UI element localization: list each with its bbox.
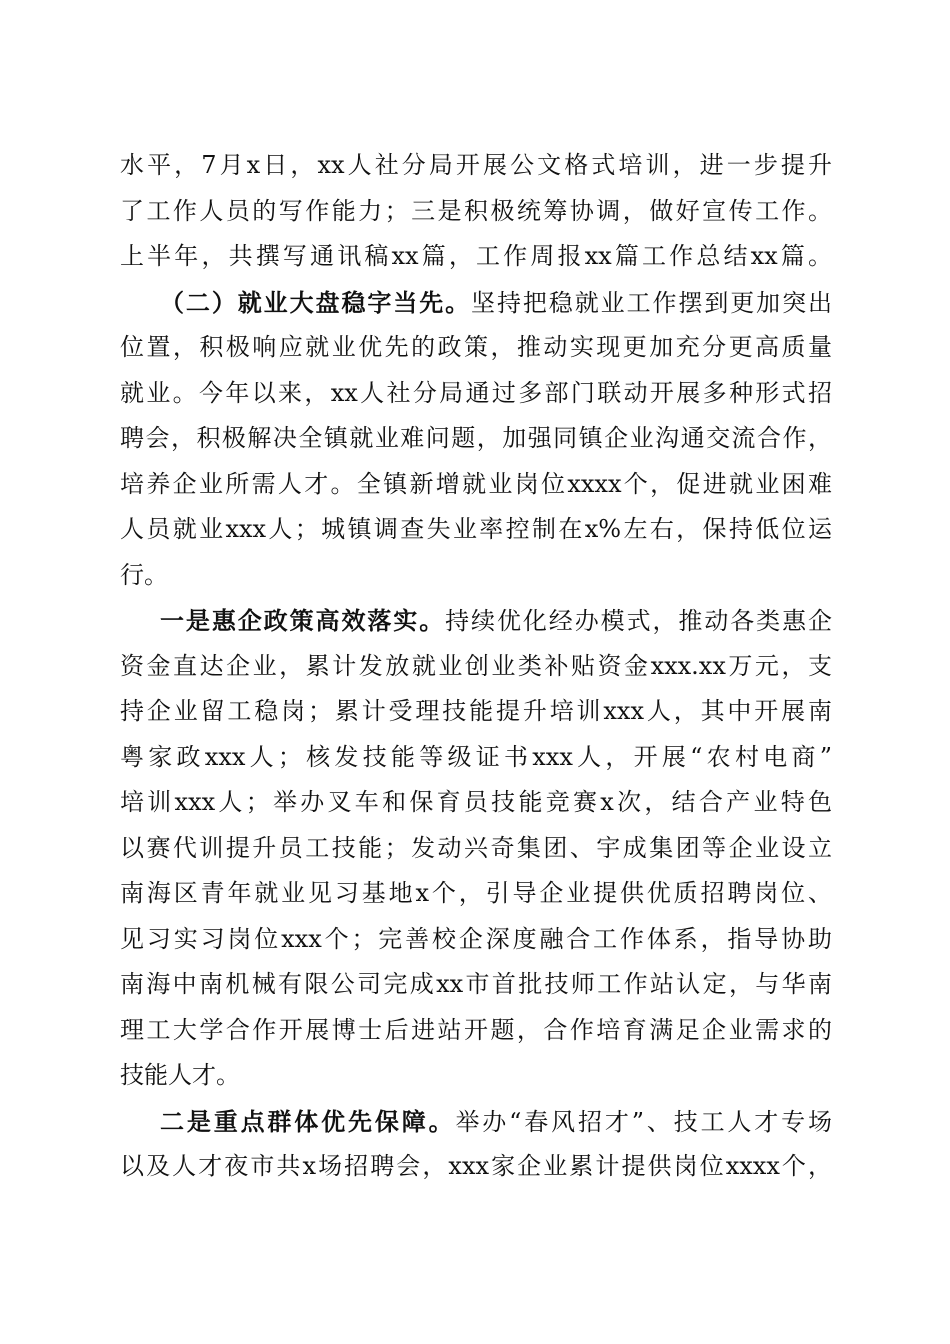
- text-line: [120, 280, 832, 326]
- text-line: [120, 826, 832, 872]
- text-line: [120, 416, 832, 462]
- text-line: [120, 1008, 832, 1054]
- line-text: 培养企业所需人才。全镇新增就业岗位xxxx个，促进就业困难: [120, 469, 832, 498]
- body-text: [120, 143, 832, 1190]
- line-text: 南海中南机械有限公司完成xx市首批技师工作站认定，与华南: [120, 970, 832, 998]
- text-line: [120, 462, 832, 508]
- text-line: [120, 507, 832, 553]
- text-line: [120, 780, 832, 826]
- text-line: [120, 1053, 832, 1099]
- line-text: 以及人才夜市共x场招聘会，xxx家企业累计提供岗位xxxx个，: [120, 1152, 832, 1180]
- line-text: 理工大学合作开展博士后进站开题，合作培育满足企业需求的: [120, 1015, 832, 1044]
- line-text: 位置，积极响应就业优先的政策，推动实现更加充分更高质量: [120, 333, 832, 361]
- text-line: [120, 1099, 832, 1145]
- text-line: [120, 962, 832, 1008]
- text-line: [120, 917, 832, 963]
- section-heading: （二）就业大盘稳字当先。: [160, 287, 472, 317]
- line-text: 粤家政xxx人；核发技能等级证书xxx人，开展“农村电商”: [120, 742, 832, 771]
- line-text: 资金直达企业，累计发放就业创业类补贴资金xxx.xx万元，支: [120, 651, 832, 680]
- line-text: 行。: [120, 560, 168, 589]
- line-text: 以赛代训提升员工技能；发动兴奇集团、宇成集团等企业设立: [120, 833, 832, 862]
- line-text: 技能人才。: [120, 1061, 240, 1089]
- text-line: [120, 735, 832, 781]
- text-line: [120, 1144, 832, 1190]
- point-heading: 一是惠企政策高效落实。: [160, 606, 446, 635]
- line-text: 见习实习岗位xxx个；完善校企深度融合工作体系，指导协助: [120, 924, 832, 953]
- line-text: 培训xxx人；举办叉车和保育员技能竞赛x次，结合产业特色: [120, 788, 832, 816]
- line-text: 举办“春风招才”、技工人才专场: [455, 1107, 833, 1136]
- line-text: 持续优化经办模式，推动各类惠企: [445, 607, 833, 635]
- line-text: 水平，7月x日，xx人社分局开展公文格式培训，进一步提升: [120, 151, 832, 179]
- text-line: [120, 234, 832, 280]
- text-line: [120, 143, 832, 189]
- point-heading: 二是重点群体优先保障。: [160, 1106, 456, 1136]
- line-text: 坚持把稳就业工作摆到更加突出: [471, 288, 833, 317]
- text-line: [120, 644, 832, 690]
- line-text: 就业。今年以来，xx人社分局通过多部门联动开展多种形式招: [120, 378, 832, 407]
- text-line: [120, 371, 832, 417]
- text-line: [120, 325, 832, 371]
- line-text: 上半年，共撰写通讯稿xx篇，工作周报xx篇工作总结xx篇。: [120, 242, 832, 270]
- text-line: [120, 598, 832, 644]
- text-line: [120, 689, 832, 735]
- line-text: 南海区青年就业见习基地x个，引导企业提供优质招聘岗位、: [120, 879, 832, 907]
- line-text: 聘会，积极解决全镇就业难问题，加强同镇企业沟通交流合作，: [120, 424, 832, 452]
- line-text: 持企业留工稳岗；累计受理技能提升培训xxx人，其中开展南: [120, 697, 832, 725]
- line-text: 人员就业xxx人；城镇调查失业率控制在x%左右，保持低位运: [120, 515, 832, 543]
- text-line: [120, 871, 832, 917]
- line-text: 了工作人员的写作能力；三是积极统筹协调，做好宣传工作。: [120, 196, 832, 225]
- text-line: [120, 189, 832, 235]
- text-line: [120, 553, 832, 599]
